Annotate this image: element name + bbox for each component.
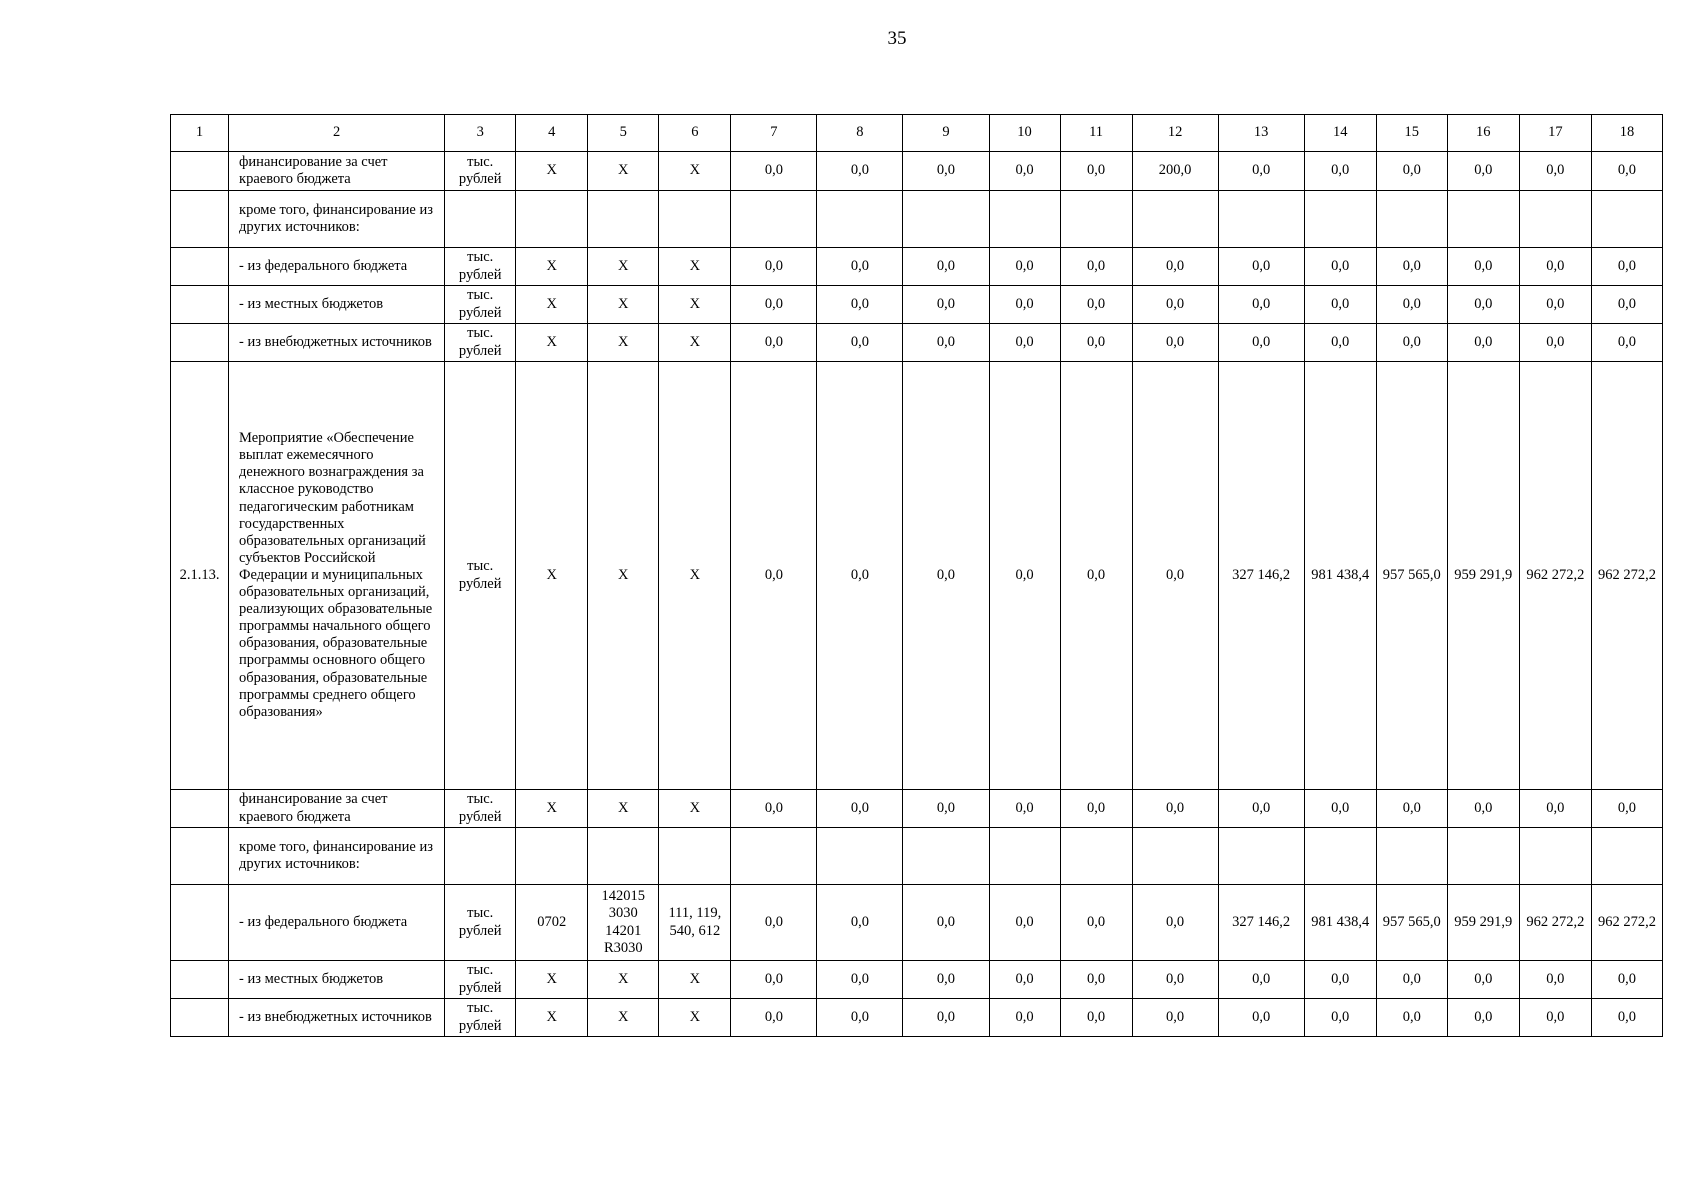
value-cell-col-9: 0,0	[903, 961, 989, 999]
table-row	[171, 286, 1663, 324]
value-cell-col-9: 0,0	[903, 885, 989, 961]
table-row	[171, 152, 1663, 191]
table-row	[171, 191, 1663, 248]
budget-table	[170, 114, 1663, 1037]
page-number: 35	[887, 28, 907, 49]
target-article-cell: Х	[588, 248, 659, 286]
value-cell-col-9: 0,0	[903, 324, 989, 362]
value-cell-col-12	[1132, 828, 1218, 885]
value-cell-col-14: 981 438,4	[1304, 885, 1376, 961]
unit-cell: тыс. рублей	[445, 362, 516, 790]
row-number-cell	[171, 286, 229, 324]
section-code-cell: Х	[516, 152, 588, 191]
value-cell-col-11: 0,0	[1060, 248, 1132, 286]
value-cell-col-17	[1519, 191, 1591, 248]
value-cell-col-14: 0,0	[1304, 961, 1376, 999]
value-cell-col-16: 0,0	[1447, 961, 1519, 999]
value-cell-col-13: 0,0	[1218, 152, 1304, 191]
value-cell-col-14: 0,0	[1304, 286, 1376, 324]
target-article-cell: Х	[588, 152, 659, 191]
row-number-cell	[171, 152, 229, 191]
column-number-row	[171, 115, 1663, 152]
value-cell-col-14: 0,0	[1304, 324, 1376, 362]
value-cell-col-11: 0,0	[1060, 362, 1132, 790]
value-cell-col-7: 0,0	[731, 324, 817, 362]
row-number-cell	[171, 248, 229, 286]
value-cell-col-13: 0,0	[1218, 961, 1304, 999]
row-name-cell: финансирование за счет краевого бюджета	[229, 152, 445, 191]
expense-type-cell	[659, 828, 731, 885]
target-article-cell: Х	[588, 324, 659, 362]
value-cell-col-17: 0,0	[1519, 286, 1591, 324]
value-cell-col-15: 0,0	[1376, 999, 1447, 1037]
expense-type-cell: Х	[659, 362, 731, 790]
value-cell-col-16: 959 291,9	[1447, 362, 1519, 790]
column-number-4: 4	[516, 115, 588, 152]
value-cell-col-17: 0,0	[1519, 248, 1591, 286]
value-cell-col-8	[817, 828, 903, 885]
value-cell-col-11: 0,0	[1060, 961, 1132, 999]
value-cell-col-9: 0,0	[903, 152, 989, 191]
value-cell-col-9: 0,0	[903, 999, 989, 1037]
value-cell-col-18: 0,0	[1591, 324, 1662, 362]
value-cell-col-15: 0,0	[1376, 152, 1447, 191]
column-number-10: 10	[989, 115, 1060, 152]
value-cell-col-8	[817, 191, 903, 248]
column-number-13: 13	[1218, 115, 1304, 152]
unit-cell: тыс. рублей	[445, 248, 516, 286]
value-cell-col-11: 0,0	[1060, 885, 1132, 961]
value-cell-col-15: 0,0	[1376, 790, 1447, 828]
value-cell-col-13	[1218, 828, 1304, 885]
unit-cell: тыс. рублей	[445, 885, 516, 961]
section-code-cell: Х	[516, 286, 588, 324]
value-cell-col-14: 0,0	[1304, 999, 1376, 1037]
value-cell-col-8: 0,0	[817, 885, 903, 961]
value-cell-col-9: 0,0	[903, 248, 989, 286]
column-number-5: 5	[588, 115, 659, 152]
column-number-17: 17	[1519, 115, 1591, 152]
value-cell-col-17: 962 272,2	[1519, 885, 1591, 961]
value-cell-col-7	[731, 191, 817, 248]
value-cell-col-15: 957 565,0	[1376, 362, 1447, 790]
value-cell-col-11: 0,0	[1060, 152, 1132, 191]
value-cell-col-7: 0,0	[731, 961, 817, 999]
value-cell-col-10: 0,0	[989, 885, 1060, 961]
value-cell-col-18: 962 272,2	[1591, 362, 1662, 790]
target-article-cell: 142015 3030 14201 R3030	[588, 885, 659, 961]
value-cell-col-15: 0,0	[1376, 324, 1447, 362]
value-cell-col-18: 0,0	[1591, 286, 1662, 324]
value-cell-col-15: 957 565,0	[1376, 885, 1447, 961]
value-cell-col-7: 0,0	[731, 999, 817, 1037]
target-article-cell: Х	[588, 999, 659, 1037]
value-cell-col-12: 200,0	[1132, 152, 1218, 191]
section-code-cell: Х	[516, 999, 588, 1037]
table-row	[171, 999, 1663, 1037]
value-cell-col-8: 0,0	[817, 248, 903, 286]
value-cell-col-13: 0,0	[1218, 286, 1304, 324]
value-cell-col-12: 0,0	[1132, 999, 1218, 1037]
value-cell-col-12: 0,0	[1132, 885, 1218, 961]
value-cell-col-16: 0,0	[1447, 286, 1519, 324]
column-number-12: 12	[1132, 115, 1218, 152]
row-name-cell: кроме того, финансирование из других источников:	[229, 828, 445, 885]
section-code-cell: Х	[516, 324, 588, 362]
value-cell-col-13: 0,0	[1218, 324, 1304, 362]
value-cell-col-10: 0,0	[989, 790, 1060, 828]
value-cell-col-17	[1519, 828, 1591, 885]
value-cell-col-16	[1447, 828, 1519, 885]
value-cell-col-7	[731, 828, 817, 885]
unit-cell: тыс. рублей	[445, 999, 516, 1037]
row-name-cell: - из федерального бюджета	[229, 248, 445, 286]
section-code-cell: Х	[516, 790, 588, 828]
value-cell-col-18: 0,0	[1591, 790, 1662, 828]
value-cell-col-12: 0,0	[1132, 286, 1218, 324]
column-number-3: 3	[445, 115, 516, 152]
value-cell-col-7: 0,0	[731, 885, 817, 961]
unit-cell	[445, 828, 516, 885]
value-cell-col-10: 0,0	[989, 961, 1060, 999]
table-row	[171, 362, 1663, 790]
value-cell-col-12: 0,0	[1132, 248, 1218, 286]
value-cell-col-13: 327 146,2	[1218, 885, 1304, 961]
value-cell-col-10: 0,0	[989, 152, 1060, 191]
value-cell-col-7: 0,0	[731, 286, 817, 324]
value-cell-col-12: 0,0	[1132, 324, 1218, 362]
value-cell-col-17: 0,0	[1519, 790, 1591, 828]
value-cell-col-8: 0,0	[817, 324, 903, 362]
value-cell-col-7: 0,0	[731, 362, 817, 790]
value-cell-col-16: 0,0	[1447, 999, 1519, 1037]
value-cell-col-10: 0,0	[989, 362, 1060, 790]
value-cell-col-12: 0,0	[1132, 790, 1218, 828]
value-cell-col-10	[989, 191, 1060, 248]
value-cell-col-16: 0,0	[1447, 152, 1519, 191]
row-name-cell: кроме того, финансирование из других источников:	[229, 191, 445, 248]
value-cell-col-13: 0,0	[1218, 790, 1304, 828]
value-cell-col-11: 0,0	[1060, 286, 1132, 324]
expense-type-cell: Х	[659, 152, 731, 191]
expense-type-cell: Х	[659, 790, 731, 828]
value-cell-col-11: 0,0	[1060, 324, 1132, 362]
value-cell-col-10: 0,0	[989, 286, 1060, 324]
row-name-cell: - из местных бюджетов	[229, 286, 445, 324]
target-article-cell: Х	[588, 286, 659, 324]
row-name-cell: - из внебюджетных источников	[229, 999, 445, 1037]
value-cell-col-13	[1218, 191, 1304, 248]
row-name-cell: - из местных бюджетов	[229, 961, 445, 999]
value-cell-col-8: 0,0	[817, 286, 903, 324]
value-cell-col-10: 0,0	[989, 248, 1060, 286]
value-cell-col-16: 0,0	[1447, 790, 1519, 828]
value-cell-col-9: 0,0	[903, 790, 989, 828]
table-body	[171, 115, 1663, 1037]
value-cell-col-16: 0,0	[1447, 324, 1519, 362]
target-article-cell	[588, 191, 659, 248]
value-cell-col-11	[1060, 191, 1132, 248]
value-cell-col-15: 0,0	[1376, 961, 1447, 999]
value-cell-col-12: 0,0	[1132, 362, 1218, 790]
table-row	[171, 961, 1663, 999]
value-cell-col-18: 962 272,2	[1591, 885, 1662, 961]
value-cell-col-11: 0,0	[1060, 999, 1132, 1037]
value-cell-col-10: 0,0	[989, 324, 1060, 362]
value-cell-col-15: 0,0	[1376, 286, 1447, 324]
expense-type-cell: Х	[659, 286, 731, 324]
row-name-cell: - из федерального бюджета	[229, 885, 445, 961]
value-cell-col-8: 0,0	[817, 362, 903, 790]
value-cell-col-14: 0,0	[1304, 152, 1376, 191]
value-cell-col-15	[1376, 191, 1447, 248]
expense-type-cell: Х	[659, 999, 731, 1037]
value-cell-col-8: 0,0	[817, 152, 903, 191]
value-cell-col-14: 0,0	[1304, 790, 1376, 828]
unit-cell: тыс. рублей	[445, 286, 516, 324]
column-number-16: 16	[1447, 115, 1519, 152]
column-number-15: 15	[1376, 115, 1447, 152]
expense-type-cell	[659, 191, 731, 248]
value-cell-col-18: 0,0	[1591, 248, 1662, 286]
value-cell-col-16	[1447, 191, 1519, 248]
unit-cell: тыс. рублей	[445, 324, 516, 362]
row-number-cell	[171, 828, 229, 885]
column-number-7: 7	[731, 115, 817, 152]
section-code-cell: 0702	[516, 885, 588, 961]
unit-cell: тыс. рублей	[445, 961, 516, 999]
unit-cell: тыс. рублей	[445, 790, 516, 828]
value-cell-col-11: 0,0	[1060, 790, 1132, 828]
value-cell-col-15	[1376, 828, 1447, 885]
row-name-cell: - из внебюджетных источников	[229, 324, 445, 362]
target-article-cell	[588, 828, 659, 885]
target-article-cell: Х	[588, 961, 659, 999]
table-row	[171, 790, 1663, 828]
value-cell-col-16: 959 291,9	[1447, 885, 1519, 961]
value-cell-col-10: 0,0	[989, 999, 1060, 1037]
value-cell-col-12: 0,0	[1132, 961, 1218, 999]
value-cell-col-18	[1591, 191, 1662, 248]
row-number-cell	[171, 324, 229, 362]
target-article-cell: Х	[588, 790, 659, 828]
value-cell-col-14	[1304, 828, 1376, 885]
expense-type-cell: Х	[659, 961, 731, 999]
table-row	[171, 248, 1663, 286]
expense-type-cell: Х	[659, 248, 731, 286]
row-number-cell	[171, 191, 229, 248]
value-cell-col-7: 0,0	[731, 248, 817, 286]
value-cell-col-12	[1132, 191, 1218, 248]
value-cell-col-14: 981 438,4	[1304, 362, 1376, 790]
table-row	[171, 885, 1663, 961]
row-name-cell: Мероприятие «Обеспечение выплат ежемесячного денежного вознаграждения за классное руководство педагогическим работникам государственных образовательных организаций субъектов Российской Федерации и муниципальных образовательных организаций, реализующих образовательные программы начального общего образования, образовательные программы основного общего образования, образовательные программы среднего общего образования»	[229, 362, 445, 790]
row-number-cell	[171, 961, 229, 999]
column-number-9: 9	[903, 115, 989, 152]
row-name-cell: финансирование за счет краевого бюджета	[229, 790, 445, 828]
value-cell-col-17: 0,0	[1519, 152, 1591, 191]
section-code-cell	[516, 828, 588, 885]
row-number-cell	[171, 790, 229, 828]
unit-cell	[445, 191, 516, 248]
value-cell-col-17: 962 272,2	[1519, 362, 1591, 790]
value-cell-col-18: 0,0	[1591, 961, 1662, 999]
value-cell-col-9	[903, 191, 989, 248]
column-number-6: 6	[659, 115, 731, 152]
row-number-cell: 2.1.13.	[171, 362, 229, 790]
value-cell-col-18: 0,0	[1591, 152, 1662, 191]
value-cell-col-9: 0,0	[903, 362, 989, 790]
value-cell-col-7: 0,0	[731, 790, 817, 828]
value-cell-col-13: 0,0	[1218, 248, 1304, 286]
value-cell-col-11	[1060, 828, 1132, 885]
value-cell-col-17: 0,0	[1519, 999, 1591, 1037]
table-row	[171, 828, 1663, 885]
value-cell-col-13: 327 146,2	[1218, 362, 1304, 790]
expense-type-cell: Х	[659, 324, 731, 362]
table-row	[171, 324, 1663, 362]
value-cell-col-15: 0,0	[1376, 248, 1447, 286]
column-number-11: 11	[1060, 115, 1132, 152]
value-cell-col-9	[903, 828, 989, 885]
value-cell-col-14: 0,0	[1304, 248, 1376, 286]
unit-cell: тыс. рублей	[445, 152, 516, 191]
value-cell-col-10	[989, 828, 1060, 885]
expense-type-cell: 111, 119, 540, 612	[659, 885, 731, 961]
value-cell-col-8: 0,0	[817, 961, 903, 999]
column-number-18: 18	[1591, 115, 1662, 152]
value-cell-col-9: 0,0	[903, 286, 989, 324]
value-cell-col-7: 0,0	[731, 152, 817, 191]
value-cell-col-17: 0,0	[1519, 961, 1591, 999]
value-cell-col-13: 0,0	[1218, 999, 1304, 1037]
value-cell-col-18	[1591, 828, 1662, 885]
target-article-cell: Х	[588, 362, 659, 790]
section-code-cell	[516, 191, 588, 248]
section-code-cell: Х	[516, 961, 588, 999]
row-number-cell	[171, 885, 229, 961]
value-cell-col-18: 0,0	[1591, 999, 1662, 1037]
row-number-cell	[171, 999, 229, 1037]
value-cell-col-17: 0,0	[1519, 324, 1591, 362]
value-cell-col-14	[1304, 191, 1376, 248]
section-code-cell: Х	[516, 248, 588, 286]
value-cell-col-16: 0,0	[1447, 248, 1519, 286]
value-cell-col-8: 0,0	[817, 999, 903, 1037]
column-number-2: 2	[229, 115, 445, 152]
column-number-1: 1	[171, 115, 229, 152]
section-code-cell: Х	[516, 362, 588, 790]
value-cell-col-8: 0,0	[817, 790, 903, 828]
column-number-8: 8	[817, 115, 903, 152]
column-number-14: 14	[1304, 115, 1376, 152]
